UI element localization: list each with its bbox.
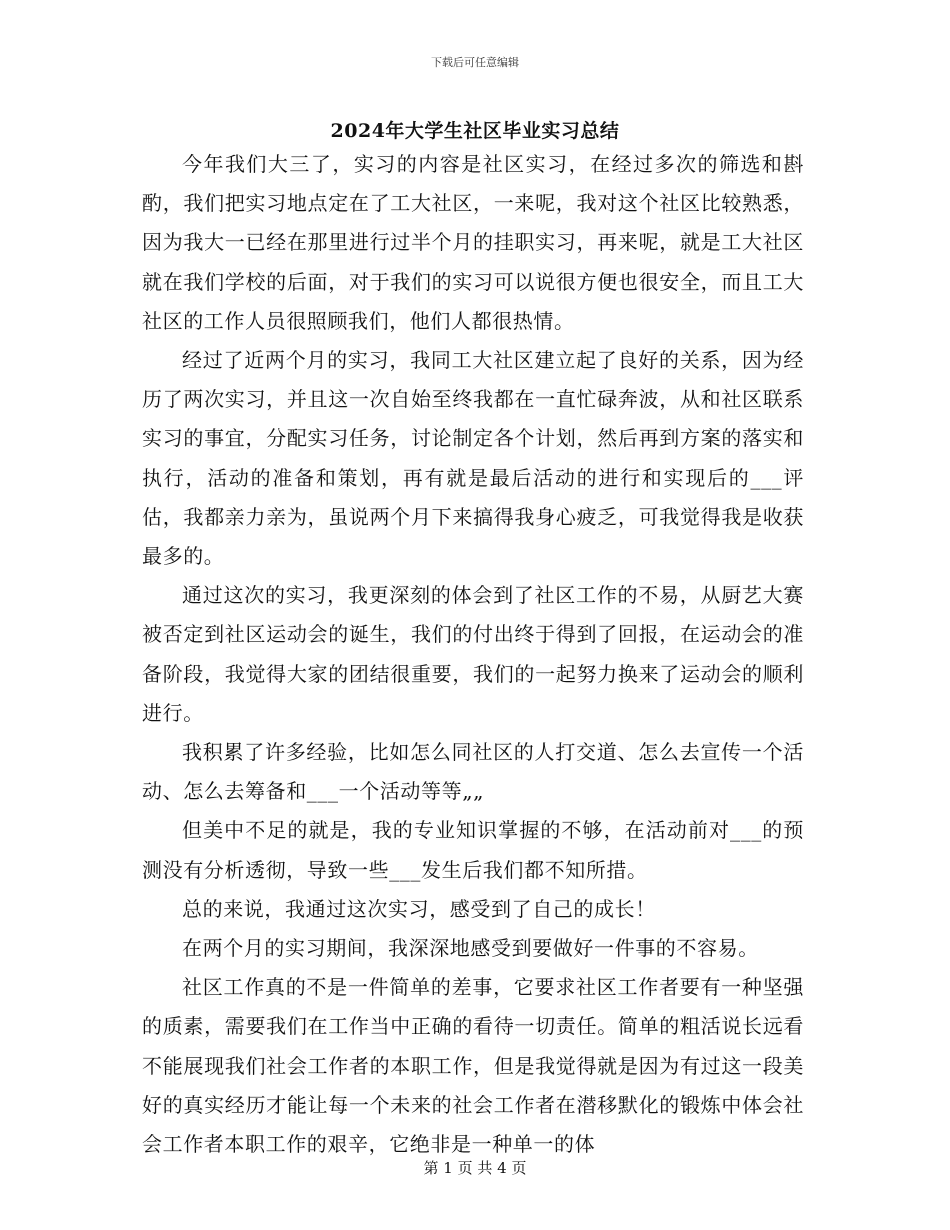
paragraph: 总的来说，我通过这次实习，感受到了自己的成长！ bbox=[182, 896, 656, 921]
paragraph: 但美中不足的就是，我的专业知识掌握的不够，在活动前对___的预测没有分析透彻，导致一些___发生后我们都不知所措。 bbox=[142, 818, 804, 882]
paragraph: 今年我们大三了，实习的内容是社区实习，在经过多次的筛选和斟酌，我们把实习地点定在了工大社区，一来呢，我对这个社区比较熟悉，因为我大一已经在那里进行过半个月的挂职实习，再来呢，就是工大社区就在我们学校的后面，对于我们的实习可以说很方便也很安全，而且工大社区的工作人员很照顾我们，他们人都很热情。 bbox=[142, 152, 804, 333]
paragraph: 经过了近两个月的实习，我同工大社区建立起了良好的关系，因为经历了两次实习，并且这一次自始至终我都在一直忙碌奔波，从和社区联系实习的事宜，分配实习任务，讨论制定各个计划，然后再到方案的落实和执行，活动的准备和策划，再有就是最后活动的进行和实现后的___评估，我都亲力亲为，虽说两个月下来搞得我身心疲乏，可我觉得我是收获最多的。 bbox=[142, 348, 804, 569]
header-note: 下载后可任意编辑 bbox=[431, 56, 519, 69]
paragraph: 在两个月的实习期间，我深深地感受到要做好一件事的不容易。 bbox=[182, 936, 759, 961]
page-number: 第 1 页 共 4 页 bbox=[423, 1159, 527, 1177]
paragraph: 我积累了许多经验，比如怎么同社区的人打交道、怎么去宣传一个活动、怎么去筹备和___一个活动等等„„ bbox=[142, 740, 804, 804]
paragraph: 通过这次的实习，我更深刻的体会到了社区工作的不易，从厨艺大赛被否定到社区运动会的诞生，我们的付出终于得到了回报，在运动会的准备阶段，我觉得大家的团结很重要，我们的一起努力换来了运动会的顺利进行。 bbox=[142, 583, 804, 725]
document-title: 2024年大学生社区毕业实习总结 bbox=[330, 120, 620, 142]
paragraph: 社区工作真的不是一件简单的差事，它要求社区工作者要有一种坚强的质素，需要我们在工作当中正确的看待一切责任。简单的粗活说长远看不能展现我们社会工作者的本职工作，但是我觉得就是因为有过这一段美好的真实经历才能让每一个未来的社会工作者在潜移默化的锻炼中体会社会工作者本职工作的艰辛，它绝非是一种单一的体 bbox=[142, 975, 804, 1157]
document-body bbox=[142, 145, 804, 1164]
